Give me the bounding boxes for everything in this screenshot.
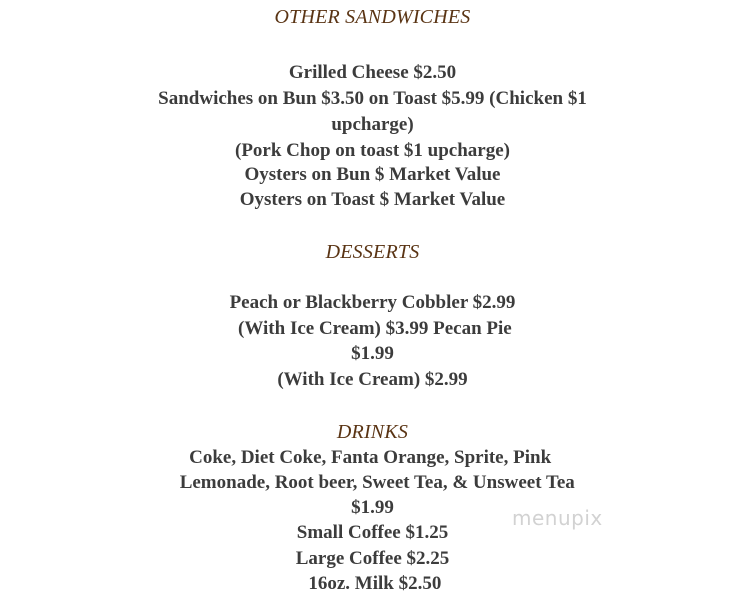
section-title-desserts: DESSERTS [325, 241, 420, 263]
menu-line-drinks-price: $1.99 [351, 497, 394, 518]
menu-line-cobbler: Peach or Blackberry Cobbler $2.99 [229, 292, 516, 313]
menu-line-sandwiches-on-bun: Sandwiches on Bun $3.50 on Toast $5.99 (Chicken $1 [158, 88, 587, 109]
section-title-other-sandwiches: OTHER SANDWICHES [274, 6, 471, 28]
menu-line-with-ice-cream: (With Ice Cream) $2.99 [277, 369, 468, 390]
menupix-watermark: menupix [512, 506, 603, 530]
menu-line-milk: 16oz. Milk $2.50 [303, 573, 442, 594]
section-title-drinks: DRINKS [336, 421, 409, 443]
menu-line-oysters-on-bun: Oysters on Bun $ Market Value [244, 164, 501, 185]
menu-line-small-coffee: Small Coffee $1.25 [296, 522, 449, 543]
menu-line-lemonade-teas: Lemonade, Root beer, Sweet Tea, & Unsweet Tea [170, 472, 575, 493]
menu-line-upcharge: upcharge) [331, 114, 414, 135]
menu-line-large-coffee: Large Coffee $2.25 [295, 548, 450, 569]
menu-line-pork-chop: (Pork Chop on toast $1 upcharge) [235, 140, 510, 161]
menu-line-oysters-on-toast: Oysters on Toast $ Market Value [239, 189, 506, 210]
menu-line-grilled-cheese: Grilled Cheese $2.50 [288, 62, 457, 83]
menu-line-with-ice-cream-pecan-pie: (With Ice Cream) $3.99 Pecan Pie [233, 318, 512, 339]
menu-line-pecan-pie-price: $1.99 [351, 343, 394, 364]
menu-line-sodas: Coke, Diet Coke, Fanta Orange, Sprite, Pink [189, 447, 556, 468]
